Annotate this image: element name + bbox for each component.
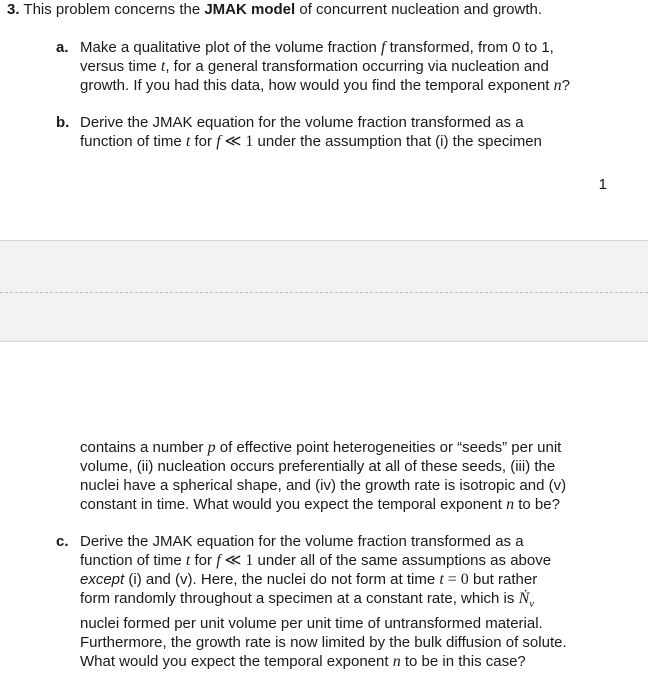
page-number: 1 — [598, 176, 607, 193]
part-c-text: Derive the JMAK equation for the volume fraction transformed as a function of time t for f ≪ 1 under all of the same assumptions as above except (i) and (v). Here, the nuclei do not form at time t = 0 but rather form randomly throughout a specimen at a constant rate, which is $Ṅ_v$ nuclei formed per unit volume per unit time of untransformed material. Furthermore, the growth rate is now limited by the bulk diffusion of solute. What would you expect the temporal exponent n to be in this case? — [80, 533, 567, 670]
question-heading: 3. This problem concerns the JMAK model of concurrent nucleation and growth. — [7, 1, 543, 18]
part-b-continuation: contains a number p of effective point heterogeneities or “seeds” per unit volume, (ii) nucleation occurs preferentially at all of these seeds, (iii) the nuclei have a spherical shape, and (iv) the growth rate is isotropic and (v) constant in time. What would you expect the temporal exponent n to be? — [80, 439, 567, 513]
part-a-label: a. — [56, 39, 69, 56]
part-b-label: b. — [56, 114, 70, 131]
part-b-text: Derive the JMAK equation for the volume fraction transformed as a function of time t for f ≪ 1 under the assumption that (i) the specimen — [80, 114, 542, 150]
nucleation-rate-symbol: Ṅ — [518, 590, 530, 607]
page-break-line — [0, 292, 648, 293]
part-c-label: c. — [56, 533, 69, 550]
except-emphasis: except — [80, 571, 125, 588]
page-break-gap — [0, 240, 648, 342]
question-number: 3. — [7, 1, 20, 18]
part-a-text: Make a qualitative plot of the volume fraction f transformed, from 0 to 1, versus time t, for a general transformation occurring via nucleation and growth. If you had this data, how would you find the temporal exponent n? — [80, 39, 570, 94]
jmak-model-term: JMAK model — [204, 1, 296, 18]
